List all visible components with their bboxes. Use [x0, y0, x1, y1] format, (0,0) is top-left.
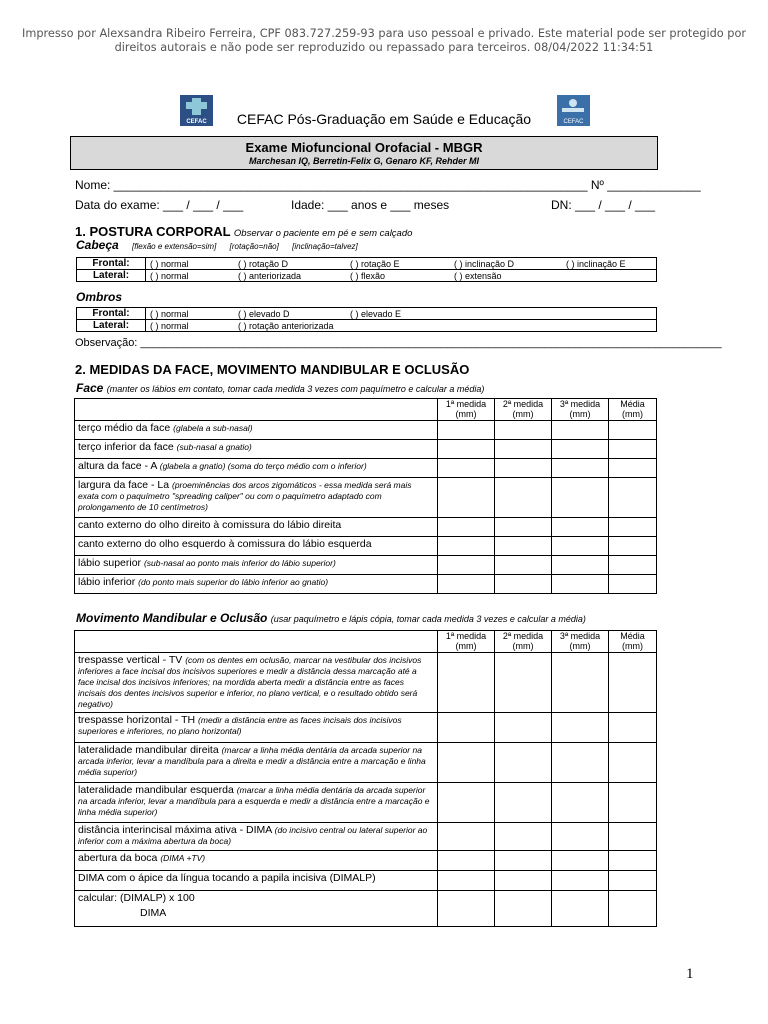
- face-cell[interactable]: [552, 459, 609, 478]
- movimento-cell[interactable]: [495, 891, 552, 927]
- cabeca-lateral-opt-5: [562, 270, 657, 282]
- page-number: 1: [686, 966, 694, 982]
- face-row: [75, 518, 657, 537]
- nome-field[interactable]: Nome: _______________________________________________________________________ Nº ______________: [75, 178, 701, 192]
- face-cell[interactable]: [438, 575, 495, 594]
- ombros-lateral-opt-1[interactable]: ( ) normal: [146, 320, 235, 332]
- movimento-cell[interactable]: [438, 653, 495, 713]
- face-cell[interactable]: [552, 440, 609, 459]
- ombros-frontal-opt-5: [562, 308, 657, 320]
- exam-authors: Marchesan IQ, Berretin-Felix G, Genaro KF, Rehder MI: [248, 156, 480, 166]
- cabeca-frontal-opt-5[interactable]: ( ) inclinação E: [562, 258, 657, 270]
- face-cell[interactable]: [438, 518, 495, 537]
- movimento-row: [75, 871, 657, 891]
- movimento-cell[interactable]: [495, 713, 552, 743]
- movimento-cell[interactable]: [609, 713, 657, 743]
- face-row-desc: terço médio da face (glabela a sub-nasal): [75, 421, 438, 440]
- face-cell[interactable]: [552, 421, 609, 440]
- face-cell[interactable]: [495, 459, 552, 478]
- cabeca-lateral-opt-3[interactable]: ( ) flexão: [346, 270, 450, 282]
- movimento-cell[interactable]: [552, 851, 609, 871]
- face-header-2: 2ª medida (mm): [495, 399, 552, 421]
- face-cell[interactable]: [609, 537, 657, 556]
- movimento-row-desc: distância interincisal máxima ativa - DIMA (do incisivo central ou lateral superior ao inferior com a máxima abertura da boca): [75, 823, 438, 851]
- observacao-field[interactable]: Observação: _______________________________________________________________________________________________: [75, 337, 722, 349]
- face-row: [75, 440, 657, 459]
- face-header-desc: [75, 399, 438, 421]
- face-row-desc: canto externo do olho esquerdo à comissura do lábio esquerda: [75, 537, 438, 556]
- movimento-cell[interactable]: [495, 871, 552, 891]
- face-header-4: Média (mm): [609, 399, 657, 421]
- movimento-cell[interactable]: [552, 743, 609, 783]
- face-cell[interactable]: [609, 556, 657, 575]
- face-header-1: 1ª medida (mm): [438, 399, 495, 421]
- face-cell[interactable]: [495, 440, 552, 459]
- cabeca-title: [76, 238, 358, 252]
- cabeca-table: [76, 257, 657, 282]
- movimento-row: [75, 713, 657, 743]
- movimento-row: [75, 851, 657, 871]
- movimento-cell[interactable]: [609, 743, 657, 783]
- section2-title: 2. MEDIDAS DA FACE, MOVIMENTO MANDIBULAR E OCLUSÃO: [75, 362, 470, 377]
- face-cell[interactable]: [438, 440, 495, 459]
- movimento-cell[interactable]: [438, 713, 495, 743]
- movimento-note: (usar paquímetro e lápis cópia, tomar cada medida 3 vezes e calcular a média): [270, 614, 586, 624]
- movimento-cell[interactable]: [609, 851, 657, 871]
- cabeca-frontal-opt-3[interactable]: ( ) rotação E: [346, 258, 450, 270]
- face-cell[interactable]: [609, 478, 657, 518]
- movimento-cell[interactable]: [609, 783, 657, 823]
- movimento-cell[interactable]: [609, 891, 657, 927]
- cabeca-frontal-opt-4[interactable]: ( ) inclinação D: [450, 258, 562, 270]
- cabeca-hint-2: [rotação=não]: [229, 242, 279, 251]
- cabeca-lateral-label: Lateral:: [77, 270, 146, 282]
- face-cell[interactable]: [438, 459, 495, 478]
- section1-title-text: 1. POSTURA CORPORAL: [75, 224, 231, 239]
- face-cell[interactable]: [495, 518, 552, 537]
- movimento-cell[interactable]: [552, 871, 609, 891]
- face-cell[interactable]: [495, 575, 552, 594]
- movimento-header-3: 3ª medida (mm): [552, 631, 609, 653]
- movimento-header-2: 2ª medida (mm): [495, 631, 552, 653]
- movimento-header-desc: [75, 631, 438, 653]
- section1-title: [75, 224, 412, 239]
- movimento-cell[interactable]: [552, 713, 609, 743]
- movimento-row-desc: abertura da boca (DIMA +TV): [75, 851, 438, 871]
- data-exame-field[interactable]: Data do exame: ___ / ___ / ___: [75, 198, 244, 212]
- movimento-header-row: [75, 631, 657, 653]
- cabeca-frontal-label: Frontal:: [77, 258, 146, 270]
- face-cell[interactable]: [552, 537, 609, 556]
- face-header-3: 3ª medida (mm): [552, 399, 609, 421]
- movimento-row-desc: lateralidade mandibular direita (marcar a linha média dentária da arcada superior na arcada inferior, levar a mandíbula para a direita e medir a distância entre a marcação e linha média superior): [75, 743, 438, 783]
- ombros-frontal-row: [77, 308, 657, 320]
- cefac-logo-left-text: CEFAC: [186, 119, 207, 125]
- movimento-cell[interactable]: [609, 653, 657, 713]
- movimento-row-desc: trespasse vertical - TV (com os dentes em oclusão, marcar na vestibular dos incisivos inferiores a face incisal dos incisivos superiores e medir a distância dessa marcação até a face incisal dos incisivos inferiores; na mordida aberta medir a distância entre as faces incisais dos dentes incisivos superior e inferior, no plano vertical, e o resultado obtido será negativo): [75, 653, 438, 713]
- movimento-title: [76, 611, 586, 625]
- movimento-cell[interactable]: [609, 823, 657, 851]
- movimento-row-desc: lateralidade mandibular esquerda (marcar a linha média dentária da arcada superior na arcada inferior, levar a mandíbula para a esquerda e medir a distância entre a marcação e linha média superior): [75, 783, 438, 823]
- movimento-cell[interactable]: [438, 823, 495, 851]
- movimento-header-1: 1ª medida (mm): [438, 631, 495, 653]
- face-row: [75, 459, 657, 478]
- section1-note: Observar o paciente em pé e sem calçado: [233, 228, 413, 239]
- face-row-desc: terço inferior da face (sub-nasal a gnatio): [75, 440, 438, 459]
- calcular-denominator: DIMA: [140, 907, 167, 919]
- ombros-frontal-opt-2[interactable]: ( ) elevado D: [234, 308, 346, 320]
- ombros-table: [76, 307, 657, 332]
- face-row-desc: largura da face - La (proeminências dos arcos zigomáticos - essa medida será mais exata com o paquímetro "spreading caliper" ou com o paquímetro adaptado com prolongamento de 10 centímetros): [75, 478, 438, 518]
- face-row-desc: lábio inferior (do ponto mais superior do lábio inferior ao gnatio): [75, 575, 438, 594]
- movimento-row: [75, 743, 657, 783]
- movimento-cell[interactable]: [552, 891, 609, 927]
- movimento-cell[interactable]: [495, 743, 552, 783]
- face-cell[interactable]: [552, 478, 609, 518]
- ombros-lateral-opt-2[interactable]: ( ) rotação anteriorizada: [234, 320, 450, 332]
- exam-title-box: [70, 136, 658, 170]
- face-cell[interactable]: [609, 421, 657, 440]
- face-cell[interactable]: [609, 459, 657, 478]
- face-cell[interactable]: [438, 556, 495, 575]
- movimento-header-4: Média (mm): [609, 631, 657, 653]
- face-cell[interactable]: [609, 518, 657, 537]
- face-row: [75, 478, 657, 518]
- movimento-row: [75, 783, 657, 823]
- movimento-cell[interactable]: [438, 743, 495, 783]
- movimento-cell[interactable]: [438, 871, 495, 891]
- movimento-cell[interactable]: [495, 783, 552, 823]
- ombros-lateral-opt-5: [562, 320, 657, 332]
- face-cell[interactable]: [495, 421, 552, 440]
- face-title: [76, 381, 484, 395]
- face-cell[interactable]: [438, 537, 495, 556]
- movimento-cell[interactable]: [552, 823, 609, 851]
- face-row-desc: canto externo do olho direito à comissura do lábio direita: [75, 518, 438, 537]
- face-row-desc: altura da face - A (glabela a gnatio) (soma do terço médio com o inferior): [75, 459, 438, 478]
- face-cell[interactable]: [552, 575, 609, 594]
- ombros-frontal-opt-4: [450, 308, 562, 320]
- movimento-cell[interactable]: [552, 653, 609, 713]
- exam-title: Exame Miofuncional Orofacial - MBGR: [245, 140, 483, 155]
- face-cell[interactable]: [552, 518, 609, 537]
- face-note: (manter os lábios em contato, tomar cada medida 3 vezes com paquímetro e calcular a média): [106, 384, 485, 394]
- cabeca-frontal-row: [77, 258, 657, 270]
- movimento-cell[interactable]: [438, 783, 495, 823]
- face-title-text: Face: [76, 381, 104, 395]
- movimento-title-text: Movimento Mandibular e Oclusão: [76, 611, 268, 625]
- movimento-cell[interactable]: [495, 851, 552, 871]
- face-row: [75, 556, 657, 575]
- face-row: [75, 421, 657, 440]
- movimento-row-desc: [75, 891, 438, 927]
- movimento-row: [75, 891, 657, 927]
- movimento-cell[interactable]: [438, 851, 495, 871]
- face-cell[interactable]: [438, 478, 495, 518]
- face-cell[interactable]: [495, 478, 552, 518]
- ombros-lateral-label: Lateral:: [77, 320, 146, 332]
- movimento-table: [74, 630, 657, 927]
- face-cell[interactable]: [438, 421, 495, 440]
- face-cell[interactable]: [609, 440, 657, 459]
- movimento-cell[interactable]: [495, 823, 552, 851]
- cabeca-lateral-opt-1[interactable]: ( ) normal: [146, 270, 235, 282]
- org-title: CEFAC Pós-Graduação em Saúde e Educação: [236, 111, 532, 127]
- ombros-frontal-label: Frontal:: [77, 308, 146, 320]
- face-header-row: [75, 399, 657, 421]
- movimento-row-desc: trespasse horizontal - TH (medir a distância entre as faces incisais dos incisivos superiores e inferiores, no plano horizontal): [75, 713, 438, 743]
- movimento-cell[interactable]: [438, 891, 495, 927]
- face-cell[interactable]: [552, 556, 609, 575]
- ombros-frontal-opt-3[interactable]: ( ) elevado E: [346, 308, 450, 320]
- calcular-text: calcular: (DIMALP) x 100: [78, 892, 195, 904]
- face-cell[interactable]: [495, 556, 552, 575]
- cefac-logo-right-text: CEFAC: [563, 119, 584, 125]
- face-row: [75, 575, 657, 594]
- movimento-cell[interactable]: [552, 783, 609, 823]
- ombros-frontal-opt-1[interactable]: ( ) normal: [146, 308, 235, 320]
- cabeca-lateral-opt-4[interactable]: ( ) extensão: [450, 270, 562, 282]
- cabeca-frontal-opt-2[interactable]: ( ) rotação D: [234, 258, 346, 270]
- movimento-cell[interactable]: [609, 871, 657, 891]
- cabeca-lateral-opt-2[interactable]: ( ) anteriorizada: [234, 270, 346, 282]
- face-cell[interactable]: [495, 537, 552, 556]
- idade-field[interactable]: Idade: ___ anos e ___ meses: [291, 198, 450, 212]
- cabeca-hint-1: [flexão e extensão=sim]: [132, 242, 217, 251]
- ombros-lateral-row: [77, 320, 657, 332]
- face-table: [74, 398, 657, 594]
- cabeca-title-text: Cabeça: [76, 238, 119, 252]
- movimento-row: [75, 823, 657, 851]
- movimento-cell[interactable]: [495, 653, 552, 713]
- face-row: [75, 537, 657, 556]
- face-cell[interactable]: [609, 575, 657, 594]
- cabeca-lateral-row: [77, 270, 657, 282]
- watermark-text: Impresso por Alexsandra Ribeiro Ferreira, CPF 083.727.259-93 para uso pessoal e privado. Este material pode ser protegido por direitos autorais e não pode ser reproduzido ou repassado para terceiros. 08/04/2022 11:34:51: [22, 27, 746, 54]
- ombros-title: Ombros: [76, 290, 123, 304]
- cabeca-frontal-opt-1[interactable]: ( ) normal: [146, 258, 235, 270]
- ombros-lateral-opt-4: [450, 320, 562, 332]
- dn-field[interactable]: DN: ___ / ___ / ___: [551, 198, 656, 212]
- cabeca-hint-3: [inclinação=talvez]: [292, 242, 358, 251]
- face-row-desc: lábio superior (sub-nasal ao ponto mais inferior do lábio superior): [75, 556, 438, 575]
- movimento-row: [75, 653, 657, 713]
- movimento-row-desc: DIMA com o ápice da língua tocando a papila incisiva (DIMALP): [75, 871, 438, 891]
